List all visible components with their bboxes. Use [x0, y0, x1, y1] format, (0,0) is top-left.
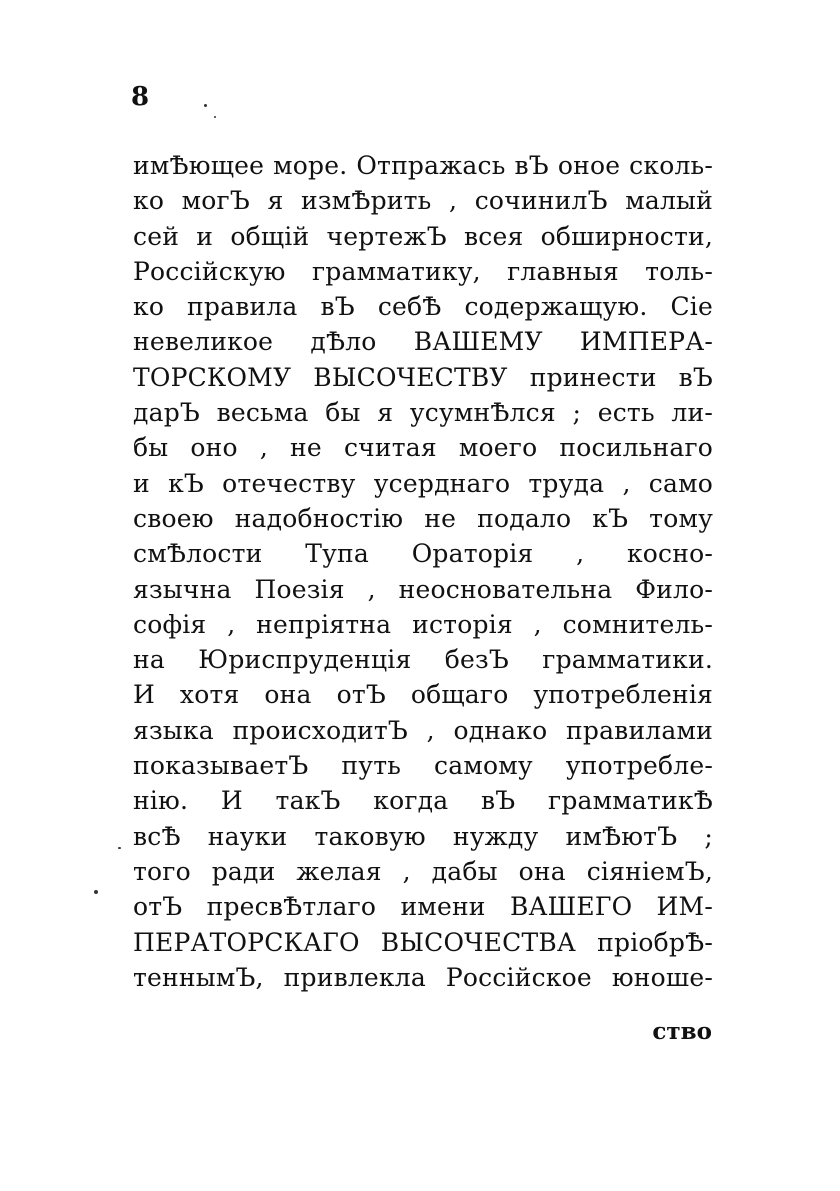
- text-line: отЪ пресвѢтлаго имени ВАШЕГО ИМ-: [133, 892, 713, 922]
- text-line: нію. И такЪ когда вЪ грамматикѢ: [133, 786, 713, 816]
- text-line: имѢющее море. Отпражась вЪ оное сколь-: [133, 151, 713, 180]
- text-line: сей и общій чертежЪ всея обширности,: [133, 221, 713, 251]
- text-line: того ради желая , дабы она сіяніемЪ,: [133, 856, 713, 886]
- text-line: на Юриспруденція безЪ грамматики.: [133, 645, 713, 675]
- text-line: язычна Поезія , неосновательна Фило-: [133, 574, 713, 604]
- text-line: ко правила вЪ себѢ содержащую. Сіе: [133, 292, 713, 322]
- text-line: дарЪ весьма бы я усумнѢлся ; есть ли-: [133, 398, 713, 428]
- text-line: софія , непріятна исторія , сомнитель-: [133, 609, 713, 639]
- ink-speck: [118, 847, 121, 849]
- text-line: смѢлости Тупа Ораторія , косно-: [133, 539, 713, 569]
- text-line: Россійскую грамматику, главныя толь-: [133, 256, 713, 286]
- text-line: своею надобностію не подало кЪ тому: [133, 503, 713, 533]
- text-line: невеликое дѢло ВАШЕМУ ИМПЕРА-: [133, 327, 713, 357]
- body-text: [133, 148, 713, 995]
- page-number: 8: [131, 82, 150, 112]
- catchword: ство: [652, 1018, 712, 1045]
- text-line: показываетЪ путь самому употребле-: [133, 751, 713, 781]
- text-line: и кЪ отечеству усерднаго труда , само: [133, 468, 713, 498]
- text-line: ПЕРАТОРСКАГО ВЫСОЧЕСТВА пріобрѢ-: [133, 927, 713, 957]
- ink-speck: [94, 890, 98, 894]
- text-line: ко могЪ я измѢрить , сочинилЪ малый: [133, 186, 713, 216]
- text-line: ТОРСКОМУ ВЫСОЧЕСТВУ принести вЪ: [133, 362, 713, 392]
- text-line: И хотя она отЪ общаго употребленія: [133, 680, 713, 710]
- text-line: теннымЪ, привлекла Россійское юноше-: [133, 962, 713, 992]
- text-line: всѢ науки таковую нужду имѢютЪ ;: [133, 821, 713, 851]
- ink-speck: [204, 104, 207, 107]
- text-line: языка происходитЪ , однако правилами: [133, 715, 713, 745]
- ink-speck: [214, 116, 216, 118]
- text-line: бы оно , не считая моего посильнаго: [133, 433, 713, 463]
